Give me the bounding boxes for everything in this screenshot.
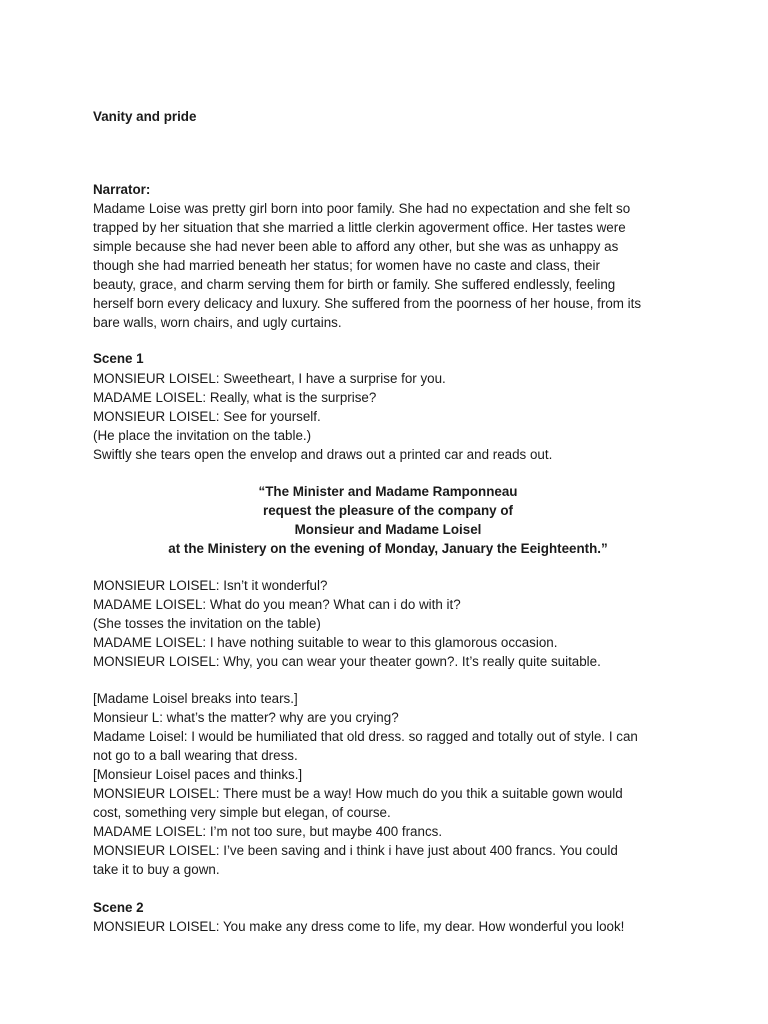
document-title: Vanity and pride — [93, 109, 197, 124]
dialogue-line: cost, something very simple but elegan, of course. — [93, 805, 391, 820]
dialogue-line: MONSIEUR LOISEL: Sweetheart, I have a surprise for you. — [93, 371, 446, 386]
dialogue-line: MONSIEUR LOISEL: Why, you can wear your theater gown?. It’s really quite suitable. — [93, 654, 601, 669]
scene1-heading: Scene 1 — [93, 351, 144, 366]
dialogue-line: MONSIEUR LOISEL: There must be a way! How much do you thik a suitable gown would — [93, 786, 623, 801]
dialogue-line: MADAME LOISEL: I have nothing suitable to wear to this glamorous occasion. — [93, 635, 558, 650]
narrator-heading: Narrator: — [93, 182, 151, 197]
stage-direction: (She tosses the invitation on the table) — [93, 616, 321, 631]
narration-line: trapped by her situation that she married a little clerkin agoverment office. Her tastes were — [93, 220, 626, 235]
dialogue-line: MONSIEUR LOISEL: See for yourself. — [93, 409, 321, 424]
narration-line: Madame Loise was pretty girl born into poor family. She had no expectation and she felt so — [93, 201, 631, 216]
dialogue-line: MONSIEUR LOISEL: Isn’t it wonderful? — [93, 578, 328, 593]
dialogue-line: MADAME LOISEL: What do you mean? What can i do with it? — [93, 597, 461, 612]
narration-line: herself born every delicacy and luxury. She suffered from the poorness of her house, from its — [93, 296, 642, 311]
invitation-line: “The Minister and Madame Ramponneau — [258, 484, 518, 499]
invitation-line: at the Ministery on the evening of Monday, January the Eeighteenth.” — [168, 541, 608, 556]
dialogue-line: not go to a ball wearing that dress. — [93, 748, 298, 763]
narration-line: simple because she had never been able to afford any other, but she was as unhappy as — [93, 239, 619, 254]
dialogue-line: take it to buy a gown. — [93, 862, 220, 877]
stage-direction: [Monsieur Loisel paces and thinks.] — [93, 767, 303, 782]
invitation-line: request the pleasure of the company of — [262, 503, 513, 518]
dialogue-line: Madame Loisel: I would be humiliated that old dress. so ragged and totally out of style. I can — [93, 729, 638, 744]
stage-direction: Swiftly she tears open the envelop and draws out a printed car and reads out. — [93, 447, 553, 462]
dialogue-line: MADAME LOISEL: Really, what is the surprise? — [93, 390, 377, 405]
narration-line: beauty, grace, and charm serving them for birth or family. She suffered endlessly, feeling — [93, 277, 616, 292]
stage-direction: [Madame Loisel breaks into tears.] — [93, 691, 298, 706]
dialogue-line: MONSIEUR LOISEL: I’ve been saving and i think i have just about 400 francs. You could — [93, 843, 618, 858]
narration-line: bare walls, worn chairs, and ugly curtains. — [93, 315, 342, 330]
scene2-heading: Scene 2 — [93, 900, 144, 915]
dialogue-line: Monsieur L: what’s the matter? why are you crying? — [93, 710, 399, 725]
dialogue-line: MONSIEUR LOISEL: You make any dress come to life, my dear. How wonderful you look! — [93, 919, 625, 934]
dialogue-line: MADAME LOISEL: I’m not too sure, but maybe 400 francs. — [93, 824, 443, 839]
invitation-line: Monsieur and Madame Loisel — [294, 522, 482, 537]
stage-direction: (He place the invitation on the table.) — [93, 428, 312, 443]
narration-line: though she had married beneath her status; for women have no caste and class, their — [93, 258, 600, 273]
